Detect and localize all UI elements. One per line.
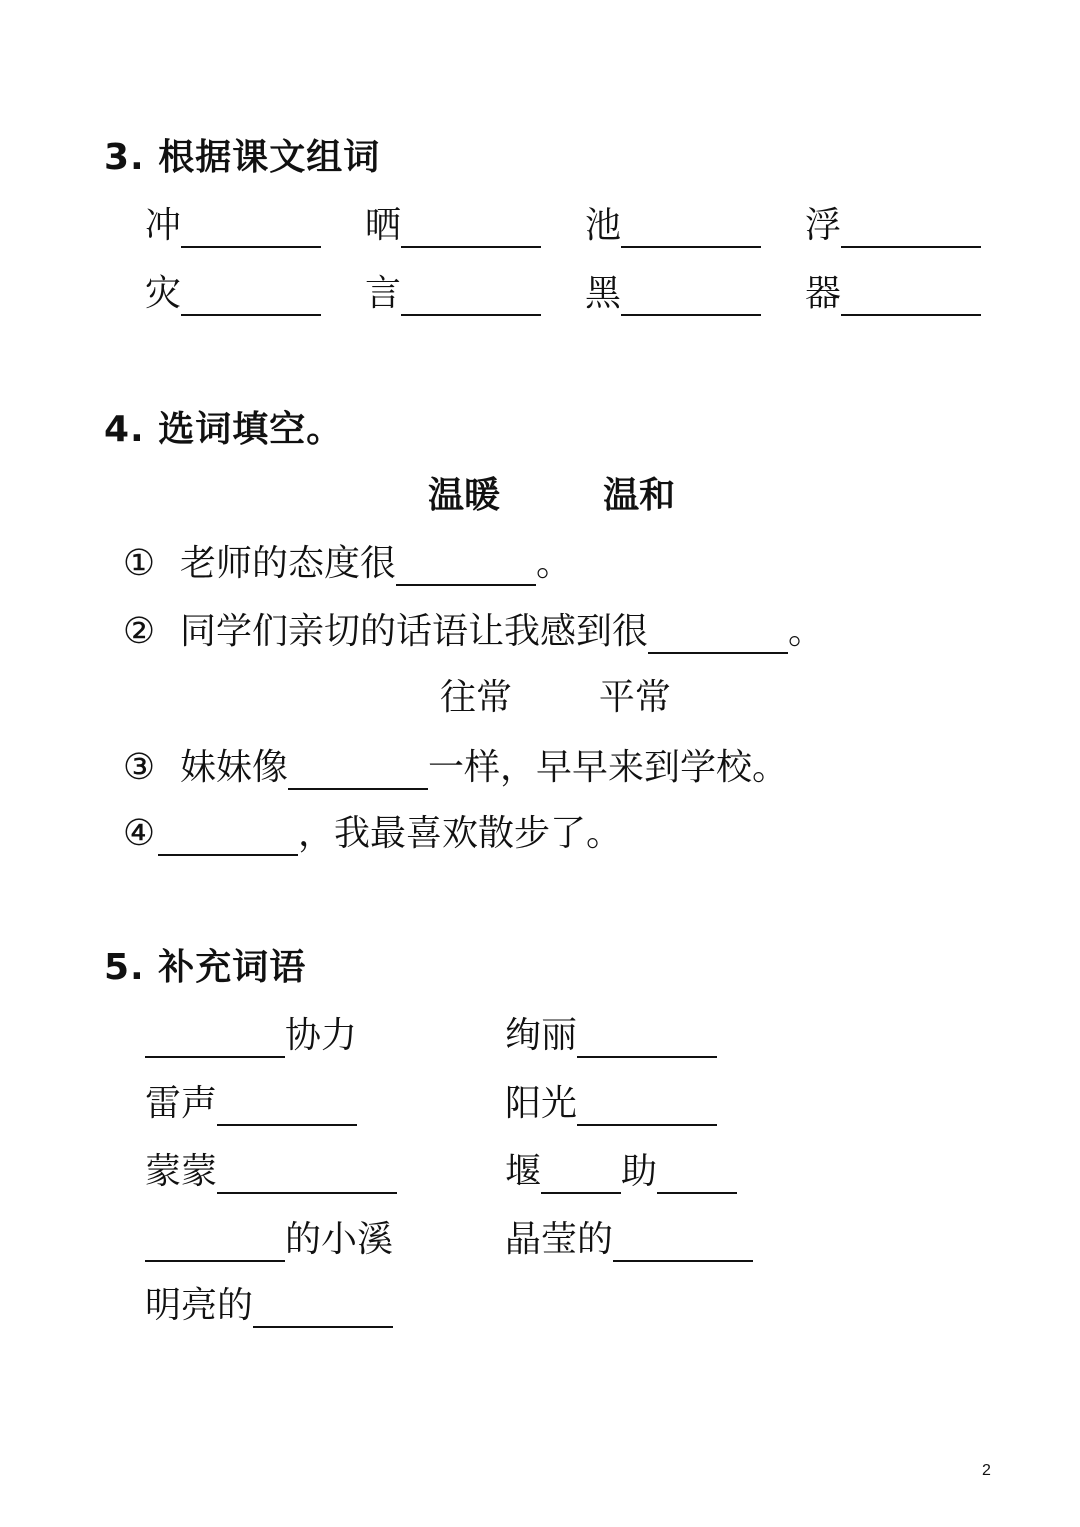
char-label: 冲 [145,205,182,246]
answer-blank[interactable] [621,280,761,316]
answer-blank[interactable] [841,280,981,316]
item-text-after: 。 [536,543,573,584]
item-text-before: 妹妹像 [180,747,289,788]
answer-blank[interactable] [841,212,981,248]
section3-item [145,272,321,316]
answer-blank[interactable] [657,1158,737,1194]
section3-item [145,204,321,248]
item-text-after: ，我最喜欢散步了。 [298,813,623,854]
item-number: ④ [122,813,156,854]
idiom-item [145,1218,393,1262]
item-number: ③ [122,747,156,788]
option-word: 平常 [598,677,671,718]
item-text-before: 同学们亲切的话语让我感到很 [180,611,649,652]
idiom-text: 蒙蒙 [145,1151,218,1192]
fill-item-3 [120,746,788,790]
answer-blank[interactable] [541,1158,621,1194]
char-label: 器 [805,273,842,314]
idiom-text: 绚丽 [505,1015,578,1056]
idiom-item [145,1082,357,1126]
char-label: 黑 [585,273,622,314]
answer-blank[interactable] [181,212,321,248]
idiom-item [145,1284,393,1328]
answer-blank[interactable] [217,1158,397,1194]
section3-item [805,204,981,248]
idiom-text: 助 [621,1151,658,1192]
answer-blank[interactable] [621,212,761,248]
item-number: ② [122,611,156,652]
idiom-item [505,1014,717,1058]
option-word: 往常 [440,677,513,718]
word-options-group1 [428,474,675,518]
char-label: 池 [585,205,622,246]
section3-item [585,204,761,248]
idiom-item [505,1150,737,1194]
section3-heading: 3. 根据课文组词 [104,137,381,178]
answer-blank[interactable] [613,1226,753,1262]
answer-blank[interactable] [217,1090,357,1126]
char-label: 灾 [145,273,182,314]
word-options-group2 [440,676,671,720]
idiom-text: 堰 [505,1151,542,1192]
fill-item-4 [120,812,622,856]
idiom-item [505,1218,753,1262]
answer-blank[interactable] [181,280,321,316]
section3-item [585,272,761,316]
answer-blank[interactable] [145,1022,285,1058]
answer-blank[interactable] [577,1090,717,1126]
fill-item-1 [120,542,572,586]
char-label: 浮 [805,205,842,246]
section3-item [365,272,541,316]
idiom-item [145,1014,357,1058]
idiom-text: 雷声 [145,1083,218,1124]
page-number: 2 [982,1462,991,1479]
answer-blank[interactable] [145,1226,285,1262]
item-text-after: 。 [788,611,825,652]
idiom-item [505,1082,717,1126]
item-text-before: 老师的态度很 [180,543,397,584]
idiom-text: 晶莹的 [505,1219,614,1260]
item-text-after: 一样，早早来到学校。 [428,747,789,788]
answer-blank[interactable] [401,280,541,316]
idiom-text: 的小溪 [285,1219,394,1260]
idiom-item [145,1150,397,1194]
idiom-text: 明亮的 [145,1285,254,1326]
answer-blank[interactable] [158,820,298,856]
idiom-text: 协力 [285,1015,358,1056]
answer-blank[interactable] [253,1292,393,1328]
section3-item [365,204,541,248]
answer-blank[interactable] [288,754,428,790]
option-word: 温暖 [428,475,501,516]
section4-heading: 4. 选词填空。 [104,409,344,450]
char-label: 晒 [365,205,402,246]
item-number: ① [122,543,156,584]
section3-item [805,272,981,316]
answer-blank[interactable] [577,1022,717,1058]
section5-heading: 5. 补充词语 [104,947,307,988]
char-label: 言 [365,273,402,314]
fill-item-2 [120,610,824,654]
answer-blank[interactable] [401,212,541,248]
answer-blank[interactable] [648,618,788,654]
answer-blank[interactable] [396,550,536,586]
idiom-text: 阳光 [505,1083,578,1124]
option-word: 温和 [603,475,676,516]
